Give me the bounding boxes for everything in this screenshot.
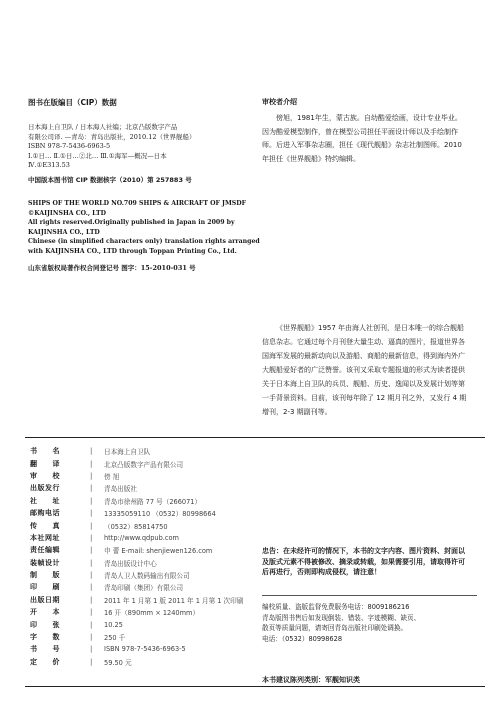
rights-line: KAIJINSHA CO., LTD	[28, 228, 100, 236]
table-row: 开 本 | 16 开（890mm × 1240mm）	[30, 606, 250, 618]
info-label: 本社网址	[30, 533, 60, 542]
info-value: 16 开（890mm × 1240mm）	[104, 609, 200, 618]
info-value: http://www.qdpub.com	[104, 533, 179, 542]
table-row: 社 址 | 青岛市徐州路 77 号（266071）	[30, 495, 250, 507]
divider-bottom	[25, 686, 485, 687]
info-label: 出版发行	[30, 484, 60, 493]
table-row: 定 价 | 59.50 元	[30, 656, 250, 668]
reviewer-paragraph: 傍旭，1981年生，蒙古族。自幼酷爱绘画，设计专业毕业。因为酷爱模型制作，曾在模型公司担任平面设计师以及手绘制作师。后进入军事杂志圈，担任《现代舰船》杂志社制图师。2010年担任《世界舰船》特约编辑。	[262, 114, 462, 163]
service-contact-block	[262, 602, 472, 644]
rights-line: Chinese (in simplified characters only) translation rights arranged	[28, 238, 260, 245]
cip-line: 日本海上自卫队 / 日本海人社编；北京凸版数字产品	[28, 123, 178, 131]
rights-line: ©KAIJINSHA CO., LTD	[28, 209, 106, 217]
contact-line: 青岛版图书售后如发现倒装、错装、字迹模糊、缺页、	[262, 613, 421, 622]
cip-line: Ⅰ.①日… Ⅱ.①日…②北… Ⅲ.①海军—概况—日本	[28, 151, 167, 160]
shelf-classification: 本书建议陈列类别：军舰知识类	[262, 676, 360, 684]
info-label: 制 版	[30, 571, 60, 580]
info-label: 字 数	[30, 633, 60, 642]
table-row: 字 数 | 250 千	[30, 631, 250, 643]
info-value: 13335059110 （0532）80998664	[104, 510, 216, 519]
reviewer-heading: 审校者介绍	[262, 98, 297, 106]
info-value: 青岛出版社	[104, 485, 137, 494]
cip-data-block	[28, 123, 253, 171]
table-row: 审 校 | 傍 旭	[30, 470, 250, 482]
rights-line: SHIPS OF THE WORLD NO.709 SHIPS & AIRCRAFT OF JMSDF	[28, 200, 247, 207]
cip-line: 有限公司译. —青岛：青岛出版社，2010.12（世界舰船）	[28, 132, 196, 141]
info-label: 翻 译	[30, 459, 60, 468]
table-row: 邮购电话 | 13335059110 （0532）80998664	[30, 507, 250, 519]
reviewer-intro	[262, 97, 467, 166]
copyright-registration: 山东省版权局著作权合同登记号 图字：15-2010-031 号	[28, 264, 196, 272]
info-value: 250 千	[104, 634, 126, 643]
table-row: 书 名 | 日本海上自卫队	[30, 445, 250, 457]
table-row: 装帧设计 | 青岛出版设计中心	[30, 557, 250, 569]
magazine-intro: 《世界舰船》1957 年由海人社创刊，是日本唯一的综合舰船信息杂志。它通过每个月刊登大量生动、逼真的图片，报道世界各国海军发展的最新动向以及游船、商船的最新信息，得到海内外广大舰船爱好者的广泛赞誉。该刊又采取专题报道的形式为读者提供关于日本海上自卫队的兵员、舰船、历史、逸闻以及发展计划等第一手背景资料。目前，该刊每年除了 12 期月刊之外，又发行 4 期增刊，2-3 期副刊等。	[262, 324, 467, 416]
table-row: 出版发行 | 青岛出版社	[30, 482, 250, 494]
table-row: 印 刷 | 青岛印刷（集团）有限公司	[30, 581, 250, 593]
info-label: 书 名	[30, 447, 60, 456]
info-label: 邮购电话	[30, 509, 60, 518]
cip-title: 图书在版编目（CIP）数据	[28, 98, 117, 107]
contact-line: 散页等质量问题，请寄回青岛出版社印刷处调换。	[262, 624, 408, 632]
table-row: 传 真 | （0532）85814750	[30, 519, 250, 531]
info-value: 10.25	[104, 620, 123, 629]
info-value: 北京凸版数字产品有限公司	[104, 460, 184, 469]
info-label: 出版日期	[30, 595, 60, 604]
cip-line: Ⅳ.①E313.53	[28, 161, 70, 169]
cip-line: ISBN 978-7-5436-6963-5	[28, 142, 111, 150]
info-label: 装帧设计	[30, 558, 60, 567]
info-value: 傍 旭	[104, 472, 120, 481]
divider-notice	[262, 595, 477, 596]
cip-number-line: 中国版本图书馆 CIP 数据核字（2010）第 257883 号	[28, 176, 192, 184]
info-value: 2011 年 1 月第 1 版 2011 年 1 月第 1 次印刷	[104, 596, 244, 605]
info-value: 青岛市徐州路 77 号（266071）	[104, 497, 202, 506]
info-label: 印 刷	[30, 583, 60, 592]
publication-info-table	[30, 445, 250, 668]
rights-line: All rights reserved.Originally published in Japan in 2009 by	[28, 219, 235, 226]
divider-top	[25, 437, 485, 438]
rights-line: with KAIJINSHA CO., LTD through Toppan Printing Co., Ltd.	[28, 247, 237, 255]
info-label: 传 真	[30, 521, 60, 530]
info-value: 青岛人卫人数码输出有限公司	[104, 572, 190, 581]
table-row: 印 张 | 10.25	[30, 618, 250, 630]
info-label: 审 校	[30, 471, 60, 480]
copyright-notice: 忠告：在未经许可的情况下，本书的文字内容、图片资料、封面以及版式元素不得被修改、摘录或转载，如果需要引用，请取得许可后再进行，否则即构成侵权，请注意！	[262, 547, 465, 576]
info-value: ISBN 978-7-5436-6963-5	[104, 645, 186, 654]
info-value: （0532）85814750	[104, 522, 168, 531]
contact-line: 编校质量、盗版监督免费服务电话：8009186216	[262, 603, 410, 611]
table-row: 翻 译 | 北京凸版数字产品有限公司	[30, 457, 250, 469]
info-value: 青岛出版设计中心	[104, 559, 157, 568]
info-value: 日本海上自卫队	[104, 448, 151, 457]
info-label: 印 张	[30, 620, 60, 629]
info-label: 责任编辑	[30, 546, 60, 555]
table-row: 责任编辑 | 申 蕾 E-mail: shenjiewen126.com	[30, 544, 250, 556]
info-label: 社 址	[30, 496, 60, 505]
info-value: 青岛印刷（集团）有限公司	[104, 584, 184, 593]
info-label: 书 号	[30, 645, 60, 654]
info-value: 申 蕾 E-mail: shenjiewen126.com	[104, 547, 213, 556]
info-label: 定 价	[30, 657, 60, 666]
table-row: 制 版 | 青岛人卫人数码输出有限公司	[30, 569, 250, 581]
english-rights-block	[28, 199, 263, 256]
info-value: 59.50 元	[104, 658, 132, 667]
table-row: 本社网址 | http://www.qdpub.com	[30, 532, 250, 544]
table-row: 书 号 | ISBN 978-7-5436-6963-5	[30, 643, 250, 655]
contact-line: 电话：（0532）80998628	[262, 634, 343, 643]
table-row: 出版日期 | 2011 年 1 月第 1 版 2011 年 1 月第 1 次印刷	[30, 594, 250, 606]
info-label: 开 本	[30, 608, 60, 617]
